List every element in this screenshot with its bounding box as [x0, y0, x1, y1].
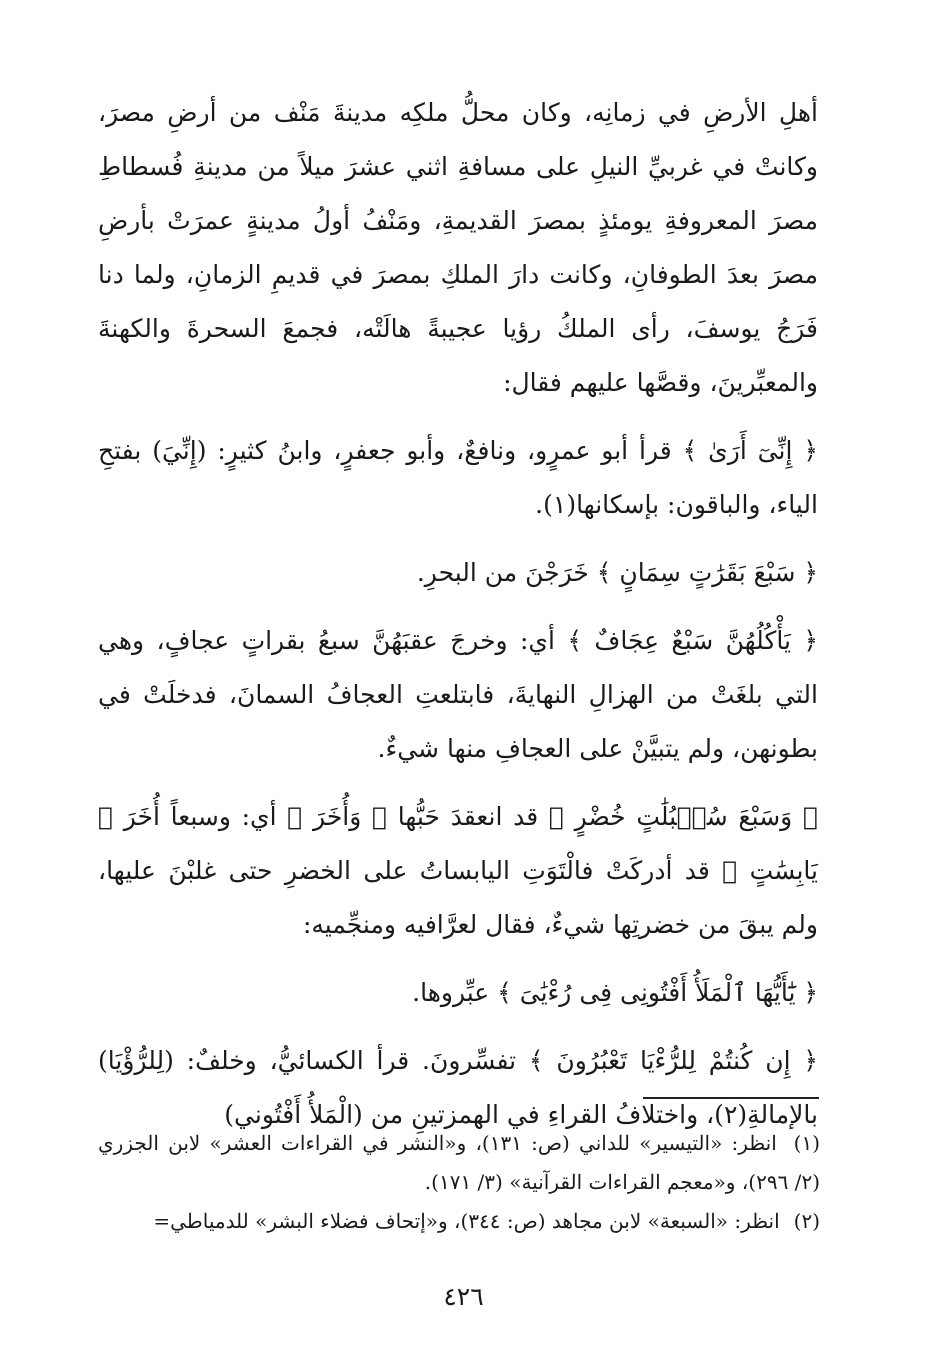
paragraph: ﴿ وَسَبْعَ سُنۢبُلَٰتٍ خُضْرٍ ﴾ قد انعقدَ حَبُّها ﴿ وَأُخَرَ ﴾ أي: وسبعاً أُخَرَ ﴿ يَابِسَٰتٍ ﴾ قد أدركَتْ فالْتَوَتِ اليابساتُ على الخضرِ حتى غلبْنَ عليها، ولم يبقَ من خضرتِها شيءٌ، فقال لعرَّافيه ومنجِّميه:: [98, 802, 818, 939]
paragraph: ﴿ إِن كُنتُمْ لِلرُّءْيَا تَعْبُرُونَ ﴾ تفسِّرونَ. قرأ الكسائيُّ، وخلفٌ: (لِلرُّؤْيَا) بالإمالةِ(٢)، واختلافُ القراءِ في الهمزتينِ من (الْمَلأُ أَفْتُوني): [98, 1046, 818, 1129]
paragraph: ﴿ يَأْكُلُهُنَّ سَبْعٌ عِجَافٌ ﴾ أي: وخرجَ عقبَهُنَّ سبعُ بقراتٍ عجافٍ، وهي التي بلغَتْ من الهزالِ النهايةَ، فابتلعتِ العجافُ السمانَ، فدخلَتْ في بطونهن، ولم يتبيَّنْ على العجافِ منها شيءٌ.: [98, 626, 818, 763]
paragraph: ﴿ سَبْعَ بَقَرَٰتٍ سِمَانٍ ﴾ خَرَجْنَ من البحرِ.: [416, 558, 818, 587]
footnotes: [98, 1124, 820, 1241]
paragraph: ﴿ إِنِّىٓ أَرَىٰ ﴾ قرأ أبو عمرٍو، ونافعٌ، وأبو جعفرٍ، وابنُ كثيرٍ: (إِنِّيَ) بفتحِ الياء، والباقون: بإسكانها(١).: [98, 436, 818, 519]
page-number: ٤٢٦: [443, 1282, 484, 1311]
main-text: [98, 86, 818, 1156]
paragraph: أهلِ الأرضِ في زمانِه، وكان محلُّ ملكِه مدينةَ مَنْف من أرضِ مصرَ، وكانتْ في غربيِّ النيلِ على مسافةِ اثني عشرَ ميلاً من مدينةِ فُسطاطِ مصرَ المعروفةِ يومئذٍ بمصرَ القديمةِ، ومَنْفُ أولُ مدينةٍ عمرَتْ بأرضِ مصرَ بعدَ الطوفانِ، وكانت دارَ الملكِ بمصرَ في قديمِ الزمانِ، ولما دنا فَرَجُ يوسفَ، رأى الملكُ رؤيا عجيبةً هالَتْه، فجمعَ السحرةَ والكهنةَ والمعبِّرينَ، وقصَّها عليهم فقال:: [98, 98, 818, 397]
footnote: [98, 1124, 820, 1202]
footnote-text: انظر: «التيسير» للداني (ص: ١٣١)، و«النشر في القراءات العشر» لابن الجزري (٢/ ٢٩٦)، و«معجم القراءات القرآنية» (٣/ ١٧١).: [98, 1131, 820, 1194]
paragraph: ﴿ يَٰٓأَيُّهَا ٱلْمَلَأُ أَفْتُونِى فِى رُءْيَٰىَ ﴾ عبِّروها.: [412, 978, 818, 1007]
footnote-text: انظر: «السبعة» لابن مجاهد (ص: ٣٤٤)، و«إتحاف فضلاء البشر» للدمياطي=: [153, 1209, 780, 1233]
footnote-number: (٢): [793, 1209, 820, 1233]
footnote: [98, 1202, 820, 1241]
footnote-number: (١): [793, 1131, 820, 1155]
footnote-separator: [643, 1097, 819, 1099]
